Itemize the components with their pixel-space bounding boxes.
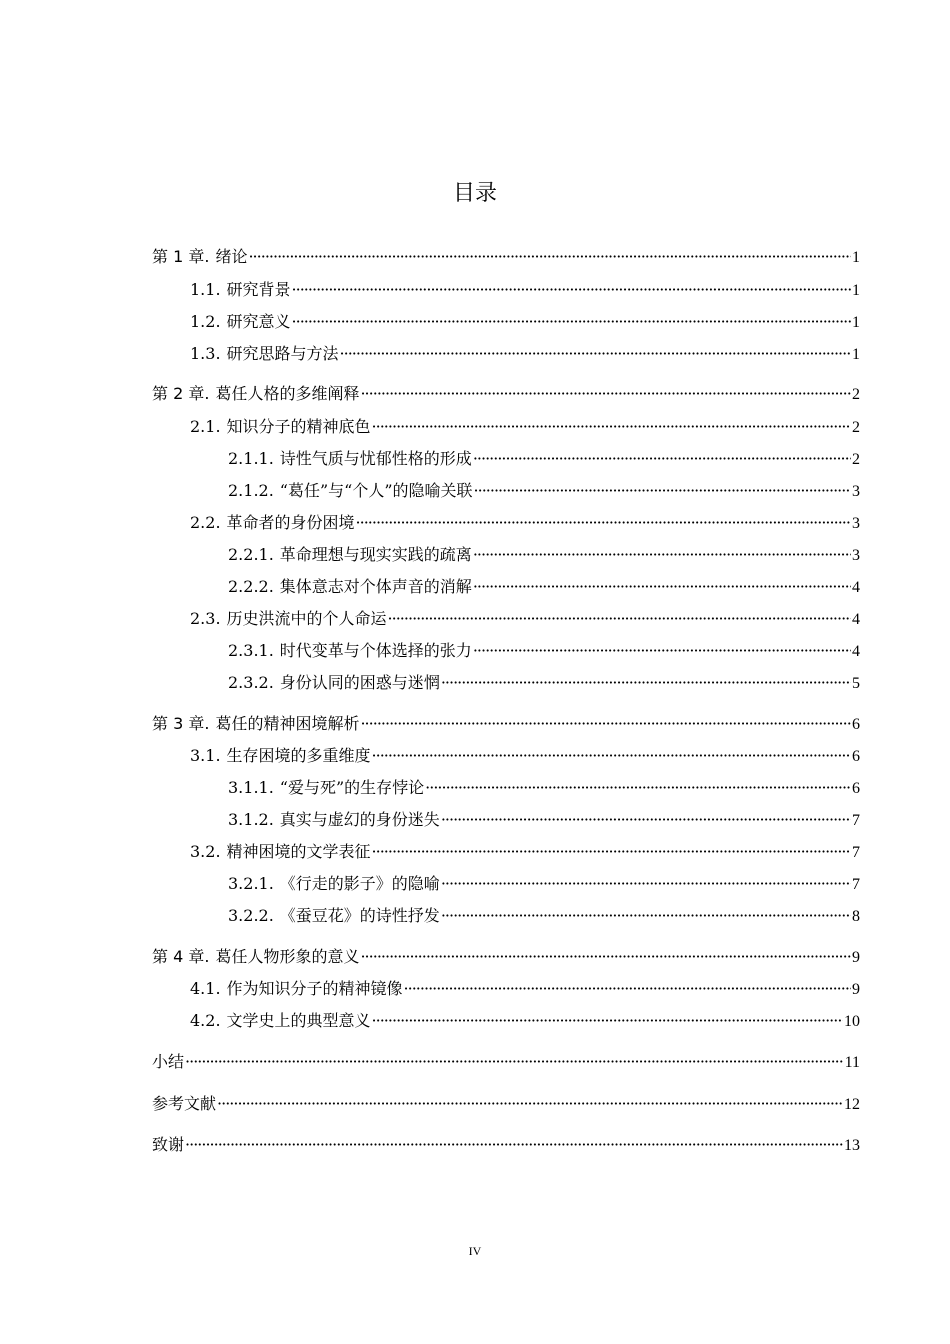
dot-leader — [372, 744, 851, 768]
dot-leader — [473, 575, 851, 599]
toc-number: 3.2. — [190, 842, 221, 861]
dot-leader — [404, 977, 851, 1001]
toc-page: 9 — [852, 949, 860, 966]
dot-leader — [372, 1009, 843, 1033]
toc-text: 作为知识分子的精神镜像 — [226, 979, 403, 998]
toc-number: 1.1. — [190, 280, 221, 299]
toc-text: 知识分子的精神底色 — [226, 417, 371, 436]
toc-number: 2.1.1. — [228, 449, 274, 468]
toc-text: 研究意义 — [226, 312, 291, 331]
toc-page: 13 — [844, 1137, 860, 1154]
toc-page: 1 — [852, 346, 860, 363]
toc-number: 第 3 章. — [152, 714, 210, 733]
toc-text: 研究思路与方法 — [226, 344, 339, 363]
dot-leader — [441, 671, 851, 695]
toc-number: 3.2.2. — [228, 906, 274, 925]
toc-number: 3.2.1. — [228, 874, 274, 893]
toc-text: 文学史上的典型意义 — [226, 1011, 371, 1030]
dot-leader — [474, 479, 851, 503]
dot-leader — [388, 607, 851, 631]
toc-entry-3-1-1[interactable] — [228, 776, 860, 800]
toc-page: 3 — [852, 547, 860, 564]
toc-page: 7 — [852, 876, 860, 893]
toc-page: 3 — [852, 483, 860, 500]
toc-entry-3-2-1[interactable] — [228, 872, 860, 896]
toc-text: 绪论 — [215, 247, 248, 266]
toc-entry-2-1-2[interactable] — [228, 479, 860, 503]
dot-leader — [356, 511, 851, 535]
toc-text: 集体意志对个体声音的消解 — [279, 577, 472, 596]
toc-text: 小结 — [152, 1052, 185, 1071]
toc-number: 4.1. — [190, 979, 221, 998]
dot-leader — [185, 1050, 844, 1074]
toc-text: “葛任”与“个人”的隐喻关联 — [279, 481, 473, 500]
toc-number: 1.3. — [190, 344, 221, 363]
toc-text: 致谢 — [152, 1135, 185, 1154]
dot-leader — [248, 245, 851, 269]
toc-page: 6 — [852, 716, 860, 733]
toc-number: 2.3. — [190, 609, 221, 628]
toc-entry-2-2-2[interactable] — [228, 575, 860, 599]
toc-entry-1-1[interactable] — [190, 278, 860, 302]
toc-page: 2 — [852, 419, 860, 436]
dot-leader — [473, 447, 851, 471]
toc-number: 3.1.1. — [228, 778, 274, 797]
toc-page: 4 — [852, 611, 860, 628]
toc-text: 参考文献 — [152, 1094, 217, 1113]
toc-number: 3.1.2. — [228, 810, 274, 829]
toc-text: 革命者的身份困境 — [226, 513, 355, 532]
toc-entry-2-1[interactable] — [190, 415, 860, 439]
toc-entry-2-2-1[interactable] — [228, 543, 860, 567]
dot-leader — [185, 1133, 843, 1157]
toc-text: 时代变革与个体选择的张力 — [279, 641, 472, 660]
dot-leader — [441, 808, 851, 832]
dot-leader — [372, 840, 851, 864]
toc-entry-2-3-2[interactable] — [228, 671, 860, 695]
toc-entry-3-2[interactable] — [190, 840, 860, 864]
toc-page: 6 — [852, 748, 860, 765]
toc-number: 第 4 章. — [152, 947, 210, 966]
toc-text: 研究背景 — [226, 280, 291, 299]
toc-entry-1-3[interactable] — [190, 342, 860, 366]
toc-page: 5 — [852, 675, 860, 692]
toc-page: 1 — [852, 249, 860, 266]
dot-leader — [340, 342, 851, 366]
toc-page: 4 — [852, 643, 860, 660]
dot-leader — [473, 639, 851, 663]
toc-entry-3-1[interactable] — [190, 744, 860, 768]
toc-text: 葛任的精神困境解析 — [215, 714, 360, 733]
toc-entry-2-3-1[interactable] — [228, 639, 860, 663]
toc-text: 历史洪流中的个人命运 — [226, 609, 387, 628]
toc-page: 10 — [844, 1013, 860, 1030]
toc-number: 第 2 章. — [152, 384, 210, 403]
toc-number: 2.2.2. — [228, 577, 274, 596]
toc-entry-2-1-1[interactable] — [228, 447, 860, 471]
toc-entry-chapter-4[interactable] — [152, 945, 860, 969]
toc-entry-chapter-3[interactable] — [152, 712, 860, 736]
toc-entry-4-1[interactable] — [190, 977, 860, 1001]
toc-page: 1 — [852, 282, 860, 299]
toc-page: 8 — [852, 908, 860, 925]
toc-entry-chapter-1[interactable] — [152, 245, 860, 269]
toc-page: 1 — [852, 314, 860, 331]
toc-number: 2.1. — [190, 417, 221, 436]
dot-leader — [425, 776, 851, 800]
toc-number: 2.2. — [190, 513, 221, 532]
dot-leader — [372, 415, 851, 439]
toc-page: 6 — [852, 780, 860, 797]
toc-page: 7 — [852, 812, 860, 829]
toc-page: 12 — [844, 1096, 860, 1113]
toc-text: 葛任人物形象的意义 — [215, 947, 360, 966]
dot-leader — [292, 310, 851, 334]
dot-leader — [360, 945, 851, 969]
toc-entry-summary[interactable] — [152, 1050, 860, 1074]
toc-number: 2.2.1. — [228, 545, 274, 564]
toc-entry-2-3[interactable] — [190, 607, 860, 631]
dot-leader — [441, 904, 851, 928]
toc-number: 2.1.2. — [228, 481, 274, 500]
toc-page: 9 — [852, 981, 860, 998]
toc-number: 4.2. — [190, 1011, 221, 1030]
toc-number: 2.3.1. — [228, 641, 274, 660]
dot-leader — [292, 278, 851, 302]
page-number-footer: IV — [468, 1244, 482, 1258]
dot-leader — [217, 1092, 843, 1116]
page-title: 目录 — [452, 181, 497, 206]
toc-entry-2-2[interactable] — [190, 511, 860, 535]
dot-leader — [441, 872, 851, 896]
dot-leader — [360, 382, 851, 406]
toc-number: 1.2. — [190, 312, 221, 331]
toc-text: 革命理想与现实实践的疏离 — [279, 545, 472, 564]
toc-entry-3-1-2[interactable] — [228, 808, 860, 832]
toc-entry-4-2[interactable] — [190, 1009, 860, 1033]
toc-text: 真实与虚幻的身份迷失 — [279, 810, 440, 829]
toc-text: 《行走的影子》的隐喻 — [279, 874, 440, 893]
toc-text: 身份认同的困惑与迷惘 — [279, 673, 440, 692]
dot-leader — [473, 543, 851, 567]
toc-number: 第 1 章. — [152, 247, 210, 266]
toc-text: 葛任人格的多维阐释 — [215, 384, 360, 403]
toc-entry-1-2[interactable] — [190, 310, 860, 334]
toc-entry-3-2-2[interactable] — [228, 904, 860, 928]
toc-text: 诗性气质与忧郁性格的形成 — [279, 449, 472, 468]
toc-page: 2 — [852, 386, 860, 403]
toc-page: 4 — [852, 579, 860, 596]
toc-entry-chapter-2[interactable] — [152, 382, 860, 406]
toc-page: 3 — [852, 515, 860, 532]
toc-text: 《蚕豆花》的诗性抒发 — [279, 906, 440, 925]
toc-page: 2 — [852, 451, 860, 468]
toc-page: 7 — [852, 844, 860, 861]
toc-number: 2.3.2. — [228, 673, 274, 692]
toc-text: 精神困境的文学表征 — [226, 842, 371, 861]
toc-entry-references[interactable] — [152, 1092, 860, 1116]
toc-text: 生存困境的多重维度 — [226, 746, 371, 765]
toc-number: 3.1. — [190, 746, 221, 765]
toc-text: “爱与死”的生存悖论 — [279, 778, 425, 797]
toc-page: 11 — [844, 1054, 860, 1071]
toc-entry-acknowledgements[interactable] — [152, 1133, 860, 1157]
dot-leader — [360, 712, 851, 736]
